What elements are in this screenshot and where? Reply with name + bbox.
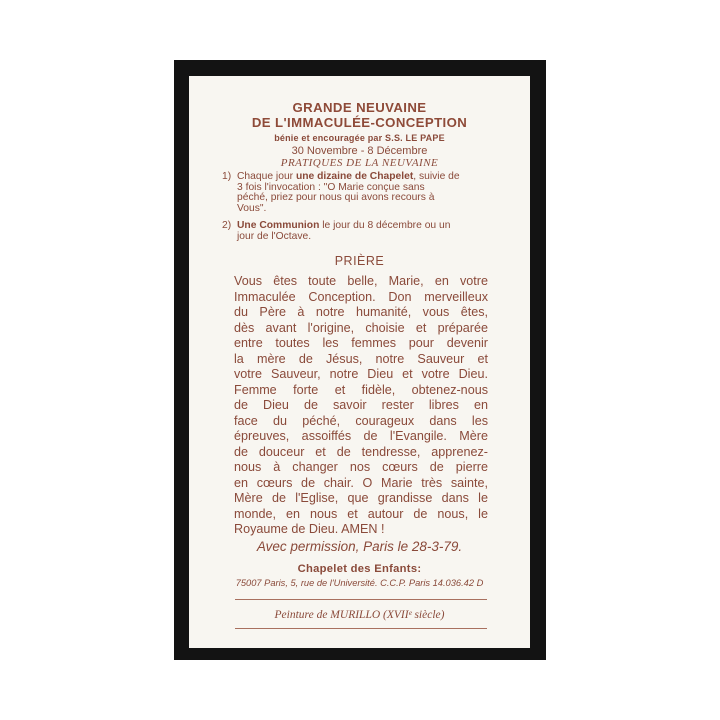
practices-heading: PRATIQUES DE LA NEUVAINE [280,157,439,169]
prayer-line: épreuves, assoiffés de l'Evangile. Mère [234,429,488,443]
dates-line: 30 Novembre - 8 Décembre [291,145,428,157]
blessing-line: bénie et encouragée par S.S. LE PAPE [274,133,445,143]
imprimatur: Avec permission, Paris le 28-3-79. [256,539,463,554]
prayer-line: monde, en nous et autour de nous, le [234,506,488,521]
prayer-line: Vous êtes toute belle, Marie, en votre [234,274,488,288]
practice-line: Chaque jour une dizaine de Chapelet, suivie de [237,171,460,182]
painting-credit: Peinture de MURILLO (XVIIᵉ siècle) [274,609,445,621]
divider [235,628,487,629]
prayer-line: entre toutes les femmes pour devenir [234,336,488,350]
prayer-line: du Père à notre humanité, vous êtes, [234,305,488,319]
practice-number: 2) [222,220,232,231]
prayer-line: de Dieu de savoir rester libres en [234,398,488,412]
publisher-name: Chapelet des Enfants: [297,563,422,575]
prayer-line: dès avant l'origine, choisie et préparée [234,320,488,335]
divider [235,599,487,600]
prayer-text [234,274,488,538]
practice-line: Vous". [237,202,267,214]
prayer-line: de douceur et de tendresse, apprenez- [234,444,488,459]
prayer-card [189,76,530,648]
prayer-line: Royaume de Dieu. AMEN ! [234,522,385,536]
title-line-2: DE L'IMMACULÉE-CONCEPTION [251,115,468,130]
prayer-line: nous à changer nos cœurs de pierre [234,460,488,474]
prayer-line: votre Sauveur, notre Dieu et votre Dieu. [234,367,488,381]
title-line-1: GRANDE NEUVAINE [292,100,427,115]
practice-number: 1) [222,171,232,182]
prayer-line: Femme forte et fidèle, obtenez-nous [234,382,488,397]
prayer-line: face du péché, courageux dans les [234,413,488,428]
prayer-heading: PRIÈRE [334,254,385,268]
prayer-line: Immaculée Conception. Don merveilleux [234,289,488,304]
prayer-line: la mère de Jésus, notre Sauveur et [234,351,488,366]
practice-line: 3 fois l'invocation : "O Marie conçue sans [237,181,425,193]
practice-line: Une Communion le jour du 8 décembre ou un [237,220,451,231]
publisher-address: 75007 Paris, 5, rue de l'Université. C.C.P. Paris 14.036.42 D [235,578,484,588]
practice-line: péché, priez pour nous qui avons recours à [237,192,435,204]
practice-item-2 [222,220,495,242]
prayer-line: Mère de l'Eglise, que grandisse dans le [234,491,488,505]
prayer-line: en cœurs de chair. O Marie très sainte, [234,475,488,490]
practice-item-1 [222,171,495,214]
practice-line: jour de l'Octave. [237,230,312,242]
